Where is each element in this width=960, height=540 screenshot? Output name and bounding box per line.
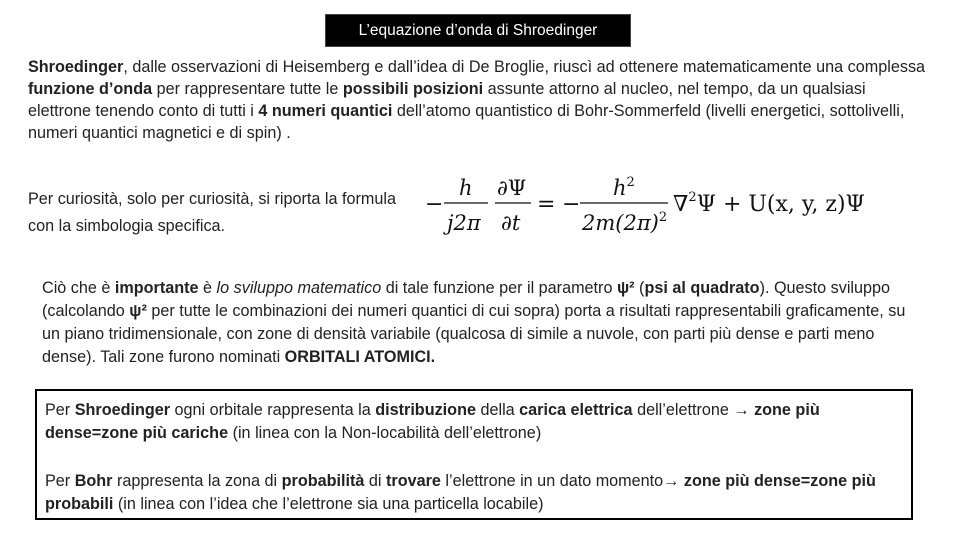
- box2-bold-probabilita: probabilità: [281, 472, 365, 490]
- formula-num-h: h: [459, 176, 473, 200]
- imp-text-6: per tutte le combinazioni dei numeri quantici di cui sopra) porta a risultati rappresentabili graficamente, su un piano tridimensionale, con zone di densità variabile (qualcosa di simile a nuvole, con parti più dense e parti meno dense). Tali zone furono nominati: [42, 302, 906, 366]
- schroedinger-formula: [425, 170, 865, 240]
- formula-rest: Ψ + U(x, y, z)Ψ: [696, 192, 865, 217]
- imp-bold-orbitali: ORBITALI ATOMICI.: [284, 348, 436, 366]
- intro-bold-shroedinger: Shroedinger: [28, 58, 124, 76]
- intro-paragraph: [28, 56, 928, 144]
- imp-text-2: è: [198, 279, 217, 297]
- imp-bold-importante: importante: [114, 279, 199, 297]
- intro-text-2: per rappresentare tutte le: [152, 80, 343, 98]
- imp-text-1: Ciò che è: [42, 279, 115, 297]
- formula-num-h2-base: h: [613, 176, 627, 200]
- formula-den-2m2pi-sup: 2: [658, 210, 668, 225]
- formula-equals: =: [537, 192, 556, 217]
- importance-paragraph: [42, 277, 922, 369]
- intro-text-1: , dalle osservazioni di Heisemberg e dall’idea di De Broglie, riuscì ad ottenere matematicamente una complessa: [123, 58, 926, 76]
- box2-text-2: rappresenta la zona di: [112, 472, 282, 490]
- formula-num-h2: [613, 175, 635, 200]
- formula-nabla: ∇: [673, 192, 689, 217]
- formula-nabla-sup: 2: [688, 190, 697, 205]
- box2-bold-bohr: Bohr: [74, 472, 113, 490]
- box2-text-5: (in linea con l’idea che l’elettrone sia una particella locabile): [113, 495, 544, 513]
- formula-nabla-term: [673, 190, 865, 217]
- box1-bold-distribuzione: distribuzione: [375, 401, 476, 419]
- intro-bold-posizioni: possibili posizioni: [342, 80, 484, 98]
- imp-italic-sviluppo: lo sviluppo matematico: [216, 279, 382, 297]
- intro-bold-numeri: 4 numeri quantici: [258, 102, 393, 120]
- formula-den-2m2pi-base: 2m(2π): [582, 211, 659, 235]
- imp-bold-psi-quadrato: psi al quadrato: [644, 279, 760, 297]
- imp-text-5: ). Questo sviluppo (calcolando: [42, 279, 891, 320]
- intro-text-3: assunte attorno al nucleo, nel tempo, da un qualsiasi elettrone tenendo conto di tutti i: [28, 80, 866, 120]
- imp-bold-psi2-a: ψ²: [616, 279, 635, 297]
- box1-text-4: dell’elettrone →: [632, 401, 755, 419]
- box2-bold-zone: zone più dense=zone più probabili: [45, 472, 876, 513]
- imp-bold-psi2-b: ψ²: [129, 302, 147, 320]
- formula-num-dpsi: ∂Ψ: [497, 176, 527, 200]
- imp-text-3: di tale funzione per il parametro: [381, 279, 617, 297]
- page-title-text: L’equazione d’onda di Shroedinger: [358, 21, 598, 39]
- box1-text-3: della: [475, 401, 520, 419]
- formula-den-dt: ∂t: [501, 211, 521, 235]
- comparison-box: [35, 389, 913, 520]
- bohr-paragraph: [45, 470, 907, 516]
- formula-minus-2: −: [562, 192, 581, 217]
- intro-text-4: dell’atomo quantistico di Bohr-Sommerfeld (livelli energetici, sottolivelli, numeri quantici magnetici e di spin) .: [28, 102, 905, 142]
- formula-den-2m2pi: [581, 210, 667, 235]
- formula-den-j2pi: j2π: [447, 211, 481, 235]
- box1-text-5: (in linea con la Non-locabilità dell’elettrone): [228, 424, 542, 442]
- box2-bold-trovare: trovare: [386, 472, 441, 490]
- box1-bold-zone: zone più dense=zone più cariche: [45, 401, 820, 442]
- box2-text-3: di: [364, 472, 387, 490]
- box1-bold-carica: carica elettrica: [519, 401, 633, 419]
- box1-text-2: ogni orbitale rappresenta la: [170, 401, 376, 419]
- intro-bold-funzione: funzione d’onda: [28, 80, 153, 98]
- shroedinger-paragraph: [45, 399, 907, 445]
- imp-text-4: (: [634, 279, 645, 297]
- box1-text-1: Per: [45, 401, 75, 419]
- formula-num-h2-sup: 2: [626, 175, 635, 190]
- page-title: [325, 14, 631, 47]
- box1-bold-shroedinger: Shroedinger: [74, 401, 171, 419]
- box2-text-1: Per: [45, 472, 75, 490]
- curiosity-paragraph: Per curiosità, solo per curiosità, si riporta la formula con la simbologia specifica.: [28, 190, 396, 235]
- formula-minus-1: −: [425, 192, 444, 217]
- box2-text-4: l’elettrone in un dato momento→: [440, 472, 684, 490]
